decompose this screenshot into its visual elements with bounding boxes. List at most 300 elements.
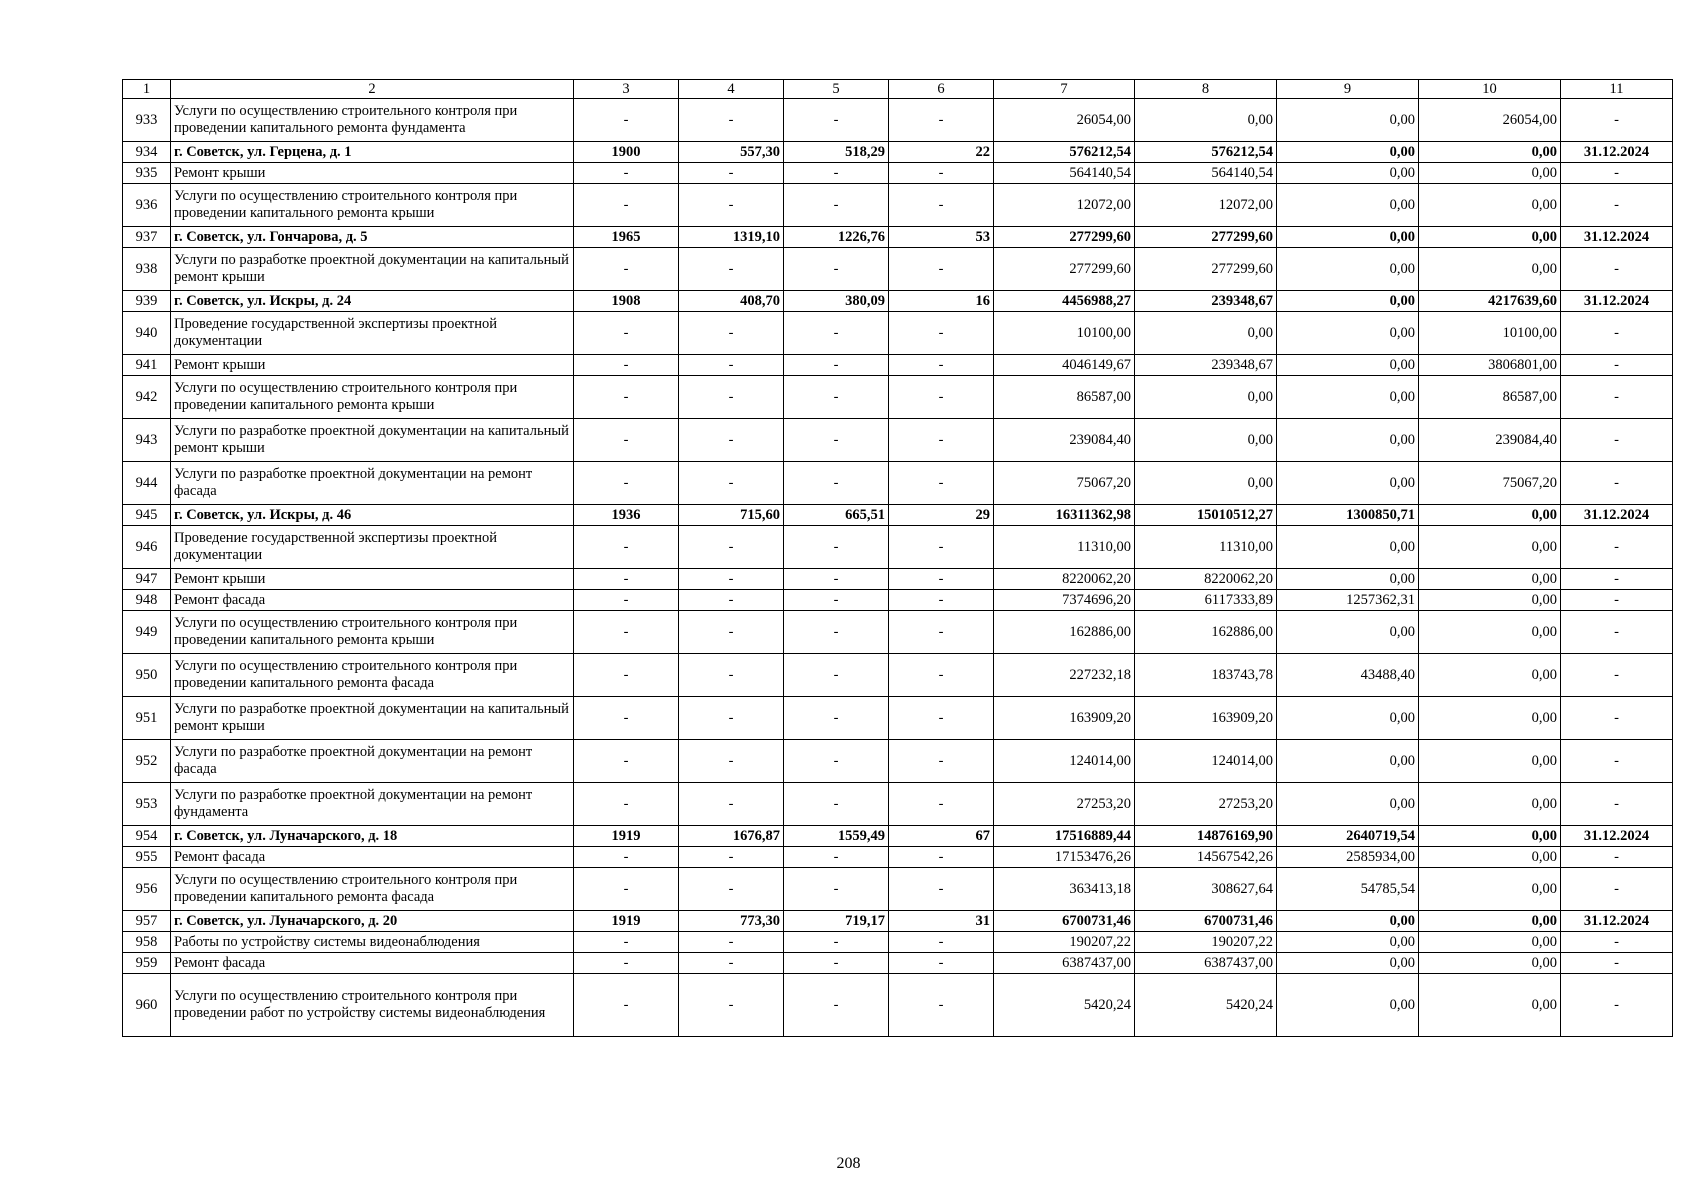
cost-total-cell: 86587,00 — [994, 376, 1135, 419]
object-name-cell: Услуги по разработке проектной документации на ремонт фасада — [171, 740, 574, 783]
residents-cell: - — [889, 974, 994, 1037]
year-cell: - — [574, 163, 679, 184]
area-living-cell: - — [784, 99, 889, 142]
area-living-cell: - — [784, 847, 889, 868]
cost-col8-cell: 0,00 — [1135, 99, 1277, 142]
cost-col10-cell: 26054,00 — [1419, 99, 1561, 142]
work-item-row — [123, 847, 1673, 868]
column-header-7: 7 — [994, 80, 1135, 99]
area-living-cell: - — [784, 974, 889, 1037]
cost-col8-cell: 8220062,20 — [1135, 569, 1277, 590]
area-living-cell: - — [784, 376, 889, 419]
object-name-cell: Ремонт фасада — [171, 847, 574, 868]
cost-col9-cell: 2640719,54 — [1277, 826, 1419, 847]
year-cell: - — [574, 419, 679, 462]
cost-col9-cell: 0,00 — [1277, 911, 1419, 932]
work-item-row — [123, 974, 1673, 1037]
year-cell: - — [574, 590, 679, 611]
row-number-cell: 948 — [123, 590, 171, 611]
table-body — [123, 99, 1673, 1037]
object-name-cell: г. Советск, ул. Искры, д. 46 — [171, 505, 574, 526]
cost-total-cell: 277299,60 — [994, 227, 1135, 248]
area-total-cell: 1676,87 — [679, 826, 784, 847]
residents-cell: - — [889, 376, 994, 419]
area-total-cell: - — [679, 462, 784, 505]
cost-total-cell: 6700731,46 — [994, 911, 1135, 932]
address-row — [123, 227, 1673, 248]
address-row — [123, 142, 1673, 163]
cost-col9-cell: 0,00 — [1277, 184, 1419, 227]
deadline-cell: - — [1561, 248, 1673, 291]
object-name-cell: г. Советск, ул. Искры, д. 24 — [171, 291, 574, 312]
work-item-row — [123, 419, 1673, 462]
area-total-cell: 773,30 — [679, 911, 784, 932]
column-header-6: 6 — [889, 80, 994, 99]
work-item-row — [123, 590, 1673, 611]
column-header-11: 11 — [1561, 80, 1673, 99]
area-living-cell: - — [784, 654, 889, 697]
deadline-cell: - — [1561, 847, 1673, 868]
cost-col9-cell: 0,00 — [1277, 291, 1419, 312]
year-cell: - — [574, 376, 679, 419]
cost-col8-cell: 0,00 — [1135, 312, 1277, 355]
page-number: 208 — [836, 1155, 861, 1172]
cost-col10-cell: 0,00 — [1419, 932, 1561, 953]
deadline-cell: 31.12.2024 — [1561, 291, 1673, 312]
cost-col9-cell: 0,00 — [1277, 142, 1419, 163]
cost-total-cell: 277299,60 — [994, 248, 1135, 291]
object-name-cell: Услуги по осуществлению строительного контроля при проведении капитального ремонта крыши — [171, 184, 574, 227]
area-total-cell: - — [679, 932, 784, 953]
area-living-cell: 719,17 — [784, 911, 889, 932]
area-total-cell: - — [679, 783, 784, 826]
year-cell: - — [574, 868, 679, 911]
residents-cell: 53 — [889, 227, 994, 248]
cost-total-cell: 17516889,44 — [994, 826, 1135, 847]
cost-col8-cell: 0,00 — [1135, 462, 1277, 505]
cost-col10-cell: 0,00 — [1419, 740, 1561, 783]
work-item-row — [123, 783, 1673, 826]
area-total-cell: - — [679, 974, 784, 1037]
cost-total-cell: 27253,20 — [994, 783, 1135, 826]
year-cell: - — [574, 953, 679, 974]
work-item-row — [123, 697, 1673, 740]
residents-cell: - — [889, 697, 994, 740]
column-header-3: 3 — [574, 80, 679, 99]
deadline-cell: - — [1561, 163, 1673, 184]
row-number-cell: 958 — [123, 932, 171, 953]
row-number-cell: 952 — [123, 740, 171, 783]
area-total-cell: - — [679, 248, 784, 291]
residents-cell: - — [889, 740, 994, 783]
cost-total-cell: 564140,54 — [994, 163, 1135, 184]
cost-col10-cell: 0,00 — [1419, 911, 1561, 932]
deadline-cell: - — [1561, 974, 1673, 1037]
row-number-cell: 942 — [123, 376, 171, 419]
cost-col10-cell: 86587,00 — [1419, 376, 1561, 419]
row-number-cell: 957 — [123, 911, 171, 932]
work-item-row — [123, 868, 1673, 911]
cost-total-cell: 75067,20 — [994, 462, 1135, 505]
deadline-cell: 31.12.2024 — [1561, 505, 1673, 526]
cost-col8-cell: 124014,00 — [1135, 740, 1277, 783]
area-total-cell: - — [679, 376, 784, 419]
cost-col10-cell: 0,00 — [1419, 697, 1561, 740]
object-name-cell: Услуги по разработке проектной документации на капитальный ремонт крыши — [171, 419, 574, 462]
deadline-cell: - — [1561, 740, 1673, 783]
cost-total-cell: 26054,00 — [994, 99, 1135, 142]
year-cell: 1919 — [574, 911, 679, 932]
area-living-cell: - — [784, 868, 889, 911]
cost-col9-cell: 1300850,71 — [1277, 505, 1419, 526]
year-cell: - — [574, 654, 679, 697]
year-cell: - — [574, 932, 679, 953]
year-cell: - — [574, 611, 679, 654]
deadline-cell: 31.12.2024 — [1561, 911, 1673, 932]
column-header-2: 2 — [171, 80, 574, 99]
cost-total-cell: 4456988,27 — [994, 291, 1135, 312]
work-item-row — [123, 355, 1673, 376]
repair-register-table — [122, 79, 1673, 1037]
cost-col9-cell: 0,00 — [1277, 248, 1419, 291]
cost-total-cell: 5420,24 — [994, 974, 1135, 1037]
object-name-cell: Услуги по осуществлению строительного контроля при проведении работ по устройству системы видеонаблюдения — [171, 974, 574, 1037]
cost-col8-cell: 6700731,46 — [1135, 911, 1277, 932]
residents-cell: - — [889, 312, 994, 355]
residents-cell: - — [889, 526, 994, 569]
deadline-cell: - — [1561, 868, 1673, 911]
column-header-1: 1 — [123, 80, 171, 99]
residents-cell: 16 — [889, 291, 994, 312]
cost-col9-cell: 0,00 — [1277, 783, 1419, 826]
object-name-cell: Ремонт фасада — [171, 590, 574, 611]
residents-cell: - — [889, 163, 994, 184]
area-total-cell: - — [679, 953, 784, 974]
residents-cell: - — [889, 847, 994, 868]
cost-col9-cell: 0,00 — [1277, 953, 1419, 974]
area-living-cell: - — [784, 248, 889, 291]
object-name-cell: г. Советск, ул. Луначарского, д. 20 — [171, 911, 574, 932]
cost-col8-cell: 239348,67 — [1135, 291, 1277, 312]
year-cell: - — [574, 248, 679, 291]
cost-col10-cell: 0,00 — [1419, 526, 1561, 569]
residents-cell: - — [889, 932, 994, 953]
year-cell: - — [574, 99, 679, 142]
cost-col8-cell: 12072,00 — [1135, 184, 1277, 227]
residents-cell: - — [889, 590, 994, 611]
deadline-cell: - — [1561, 99, 1673, 142]
deadline-cell: - — [1561, 376, 1673, 419]
row-number-cell: 949 — [123, 611, 171, 654]
deadline-cell: 31.12.2024 — [1561, 227, 1673, 248]
deadline-cell: - — [1561, 569, 1673, 590]
cost-col9-cell: 2585934,00 — [1277, 847, 1419, 868]
cost-col9-cell: 0,00 — [1277, 974, 1419, 1037]
residents-cell: - — [889, 184, 994, 227]
object-name-cell: г. Советск, ул. Герцена, д. 1 — [171, 142, 574, 163]
row-number-cell: 946 — [123, 526, 171, 569]
cost-col10-cell: 0,00 — [1419, 227, 1561, 248]
area-living-cell: - — [784, 590, 889, 611]
cost-col9-cell: 0,00 — [1277, 355, 1419, 376]
row-number-cell: 944 — [123, 462, 171, 505]
row-number-cell: 951 — [123, 697, 171, 740]
deadline-cell: - — [1561, 355, 1673, 376]
area-total-cell: 715,60 — [679, 505, 784, 526]
residents-cell: - — [889, 868, 994, 911]
area-total-cell: - — [679, 355, 784, 376]
row-number-cell: 937 — [123, 227, 171, 248]
cost-total-cell: 12072,00 — [994, 184, 1135, 227]
object-name-cell: Проведение государственной экспертизы проектной документации — [171, 526, 574, 569]
cost-col10-cell: 0,00 — [1419, 953, 1561, 974]
deadline-cell: 31.12.2024 — [1561, 142, 1673, 163]
row-number-cell: 960 — [123, 974, 171, 1037]
year-cell: - — [574, 847, 679, 868]
year-cell: - — [574, 974, 679, 1037]
cost-total-cell: 239084,40 — [994, 419, 1135, 462]
cost-col10-cell: 0,00 — [1419, 611, 1561, 654]
area-total-cell: - — [679, 99, 784, 142]
area-living-cell: - — [784, 697, 889, 740]
area-living-cell: 1226,76 — [784, 227, 889, 248]
object-name-cell: Услуги по разработке проектной документации на ремонт фундамента — [171, 783, 574, 826]
year-cell: - — [574, 355, 679, 376]
cost-total-cell: 7374696,20 — [994, 590, 1135, 611]
area-living-cell: - — [784, 611, 889, 654]
cost-total-cell: 8220062,20 — [994, 569, 1135, 590]
row-number-cell: 959 — [123, 953, 171, 974]
cost-col9-cell: 0,00 — [1277, 462, 1419, 505]
work-item-row — [123, 526, 1673, 569]
year-cell: - — [574, 783, 679, 826]
row-number-cell: 933 — [123, 99, 171, 142]
object-name-cell: Ремонт крыши — [171, 355, 574, 376]
area-total-cell: - — [679, 163, 784, 184]
area-total-cell: - — [679, 569, 784, 590]
cost-col10-cell: 0,00 — [1419, 569, 1561, 590]
cost-total-cell: 16311362,98 — [994, 505, 1135, 526]
table-header-row — [123, 80, 1673, 99]
cost-col8-cell: 190207,22 — [1135, 932, 1277, 953]
work-item-row — [123, 163, 1673, 184]
object-name-cell: Работы по устройству системы видеонаблюдения — [171, 932, 574, 953]
year-cell: 1965 — [574, 227, 679, 248]
cost-col9-cell: 0,00 — [1277, 419, 1419, 462]
cost-col10-cell: 0,00 — [1419, 248, 1561, 291]
row-number-cell: 953 — [123, 783, 171, 826]
cost-col8-cell: 163909,20 — [1135, 697, 1277, 740]
work-item-row — [123, 376, 1673, 419]
cost-total-cell: 163909,20 — [994, 697, 1135, 740]
deadline-cell: - — [1561, 419, 1673, 462]
cost-col9-cell: 0,00 — [1277, 932, 1419, 953]
object-name-cell: г. Советск, ул. Луначарского, д. 18 — [171, 826, 574, 847]
area-total-cell: 408,70 — [679, 291, 784, 312]
work-item-row — [123, 654, 1673, 697]
cost-col9-cell: 1257362,31 — [1277, 590, 1419, 611]
work-item-row — [123, 312, 1673, 355]
deadline-cell: - — [1561, 654, 1673, 697]
row-number-cell: 945 — [123, 505, 171, 526]
cost-col8-cell: 239348,67 — [1135, 355, 1277, 376]
cost-col10-cell: 10100,00 — [1419, 312, 1561, 355]
cost-total-cell: 576212,54 — [994, 142, 1135, 163]
cost-col9-cell: 43488,40 — [1277, 654, 1419, 697]
cost-col10-cell: 3806801,00 — [1419, 355, 1561, 376]
cost-col8-cell: 14876169,90 — [1135, 826, 1277, 847]
area-total-cell: - — [679, 184, 784, 227]
residents-cell: 67 — [889, 826, 994, 847]
residents-cell: - — [889, 783, 994, 826]
area-total-cell: - — [679, 419, 784, 462]
deadline-cell: - — [1561, 783, 1673, 826]
cost-col10-cell: 4217639,60 — [1419, 291, 1561, 312]
cost-col10-cell: 239084,40 — [1419, 419, 1561, 462]
object-name-cell: Услуги по осуществлению строительного контроля при проведении капитального ремонта фасада — [171, 868, 574, 911]
cost-col9-cell: 0,00 — [1277, 526, 1419, 569]
residents-cell: - — [889, 953, 994, 974]
area-total-cell: 557,30 — [679, 142, 784, 163]
row-number-cell: 943 — [123, 419, 171, 462]
area-total-cell: - — [679, 312, 784, 355]
cost-col8-cell: 183743,78 — [1135, 654, 1277, 697]
cost-total-cell: 4046149,67 — [994, 355, 1135, 376]
cost-col8-cell: 0,00 — [1135, 419, 1277, 462]
cost-col10-cell: 0,00 — [1419, 974, 1561, 1037]
area-living-cell: - — [784, 569, 889, 590]
cost-col10-cell: 75067,20 — [1419, 462, 1561, 505]
address-row — [123, 911, 1673, 932]
work-item-row — [123, 184, 1673, 227]
deadline-cell: 31.12.2024 — [1561, 826, 1673, 847]
work-item-row — [123, 953, 1673, 974]
area-living-cell: - — [784, 163, 889, 184]
row-number-cell: 935 — [123, 163, 171, 184]
cost-total-cell: 227232,18 — [994, 654, 1135, 697]
area-living-cell: - — [784, 312, 889, 355]
row-number-cell: 954 — [123, 826, 171, 847]
cost-col8-cell: 5420,24 — [1135, 974, 1277, 1037]
cost-col10-cell: 0,00 — [1419, 783, 1561, 826]
residents-cell: - — [889, 419, 994, 462]
cost-col8-cell: 162886,00 — [1135, 611, 1277, 654]
cost-col8-cell: 15010512,27 — [1135, 505, 1277, 526]
area-total-cell: - — [679, 740, 784, 783]
cost-col10-cell: 0,00 — [1419, 826, 1561, 847]
cost-col8-cell: 564140,54 — [1135, 163, 1277, 184]
row-number-cell: 955 — [123, 847, 171, 868]
year-cell: 1908 — [574, 291, 679, 312]
column-header-5: 5 — [784, 80, 889, 99]
work-item-row — [123, 569, 1673, 590]
deadline-cell: - — [1561, 526, 1673, 569]
row-number-cell: 936 — [123, 184, 171, 227]
address-row — [123, 826, 1673, 847]
object-name-cell: Ремонт крыши — [171, 163, 574, 184]
cost-col10-cell: 0,00 — [1419, 505, 1561, 526]
residents-cell: - — [889, 99, 994, 142]
area-total-cell: - — [679, 526, 784, 569]
work-item-row — [123, 462, 1673, 505]
residents-cell: - — [889, 654, 994, 697]
cost-col9-cell: 54785,54 — [1277, 868, 1419, 911]
cost-col8-cell: 6117333,89 — [1135, 590, 1277, 611]
work-item-row — [123, 932, 1673, 953]
column-header-4: 4 — [679, 80, 784, 99]
cost-col8-cell: 0,00 — [1135, 376, 1277, 419]
area-total-cell: - — [679, 590, 784, 611]
cost-col9-cell: 0,00 — [1277, 99, 1419, 142]
cost-total-cell: 124014,00 — [994, 740, 1135, 783]
object-name-cell: Услуги по разработке проектной документации на капитальный ремонт крыши — [171, 697, 574, 740]
cost-col10-cell: 0,00 — [1419, 847, 1561, 868]
deadline-cell: - — [1561, 932, 1673, 953]
year-cell: - — [574, 697, 679, 740]
object-name-cell: Услуги по осуществлению строительного контроля при проведении капитального ремонта крыши — [171, 611, 574, 654]
column-header-9: 9 — [1277, 80, 1419, 99]
object-name-cell: Проведение государственной экспертизы проектной документации — [171, 312, 574, 355]
row-number-cell: 940 — [123, 312, 171, 355]
area-total-cell: - — [679, 611, 784, 654]
object-name-cell: г. Советск, ул. Гончарова, д. 5 — [171, 227, 574, 248]
address-row — [123, 291, 1673, 312]
area-living-cell: - — [784, 953, 889, 974]
cost-col10-cell: 0,00 — [1419, 590, 1561, 611]
cost-total-cell: 363413,18 — [994, 868, 1135, 911]
cost-col9-cell: 0,00 — [1277, 227, 1419, 248]
cost-col8-cell: 277299,60 — [1135, 248, 1277, 291]
area-living-cell: - — [784, 184, 889, 227]
year-cell: 1919 — [574, 826, 679, 847]
object-name-cell: Услуги по осуществлению строительного контроля при проведении капитального ремонта фасада — [171, 654, 574, 697]
deadline-cell: - — [1561, 953, 1673, 974]
cost-col10-cell: 0,00 — [1419, 868, 1561, 911]
cost-col9-cell: 0,00 — [1277, 697, 1419, 740]
cost-col9-cell: 0,00 — [1277, 376, 1419, 419]
cost-col8-cell: 308627,64 — [1135, 868, 1277, 911]
area-living-cell: 1559,49 — [784, 826, 889, 847]
row-number-cell: 941 — [123, 355, 171, 376]
area-total-cell: - — [679, 868, 784, 911]
residents-cell: - — [889, 611, 994, 654]
residents-cell: 31 — [889, 911, 994, 932]
year-cell: - — [574, 462, 679, 505]
object-name-cell: Услуги по разработке проектной документации на ремонт фасада — [171, 462, 574, 505]
cost-total-cell: 11310,00 — [994, 526, 1135, 569]
area-total-cell: - — [679, 654, 784, 697]
column-header-8: 8 — [1135, 80, 1277, 99]
area-living-cell: - — [784, 783, 889, 826]
object-name-cell: Услуги по осуществлению строительного контроля при проведении капитального ремонта фундамента — [171, 99, 574, 142]
year-cell: - — [574, 526, 679, 569]
deadline-cell: - — [1561, 611, 1673, 654]
column-header-10: 10 — [1419, 80, 1561, 99]
area-living-cell: - — [784, 932, 889, 953]
work-item-row — [123, 740, 1673, 783]
row-number-cell: 938 — [123, 248, 171, 291]
deadline-cell: - — [1561, 184, 1673, 227]
year-cell: - — [574, 740, 679, 783]
cost-total-cell: 6387437,00 — [994, 953, 1135, 974]
year-cell: - — [574, 184, 679, 227]
cost-col10-cell: 0,00 — [1419, 654, 1561, 697]
cost-col9-cell: 0,00 — [1277, 569, 1419, 590]
area-living-cell: - — [784, 355, 889, 376]
residents-cell: - — [889, 462, 994, 505]
residents-cell: 22 — [889, 142, 994, 163]
area-living-cell: 380,09 — [784, 291, 889, 312]
